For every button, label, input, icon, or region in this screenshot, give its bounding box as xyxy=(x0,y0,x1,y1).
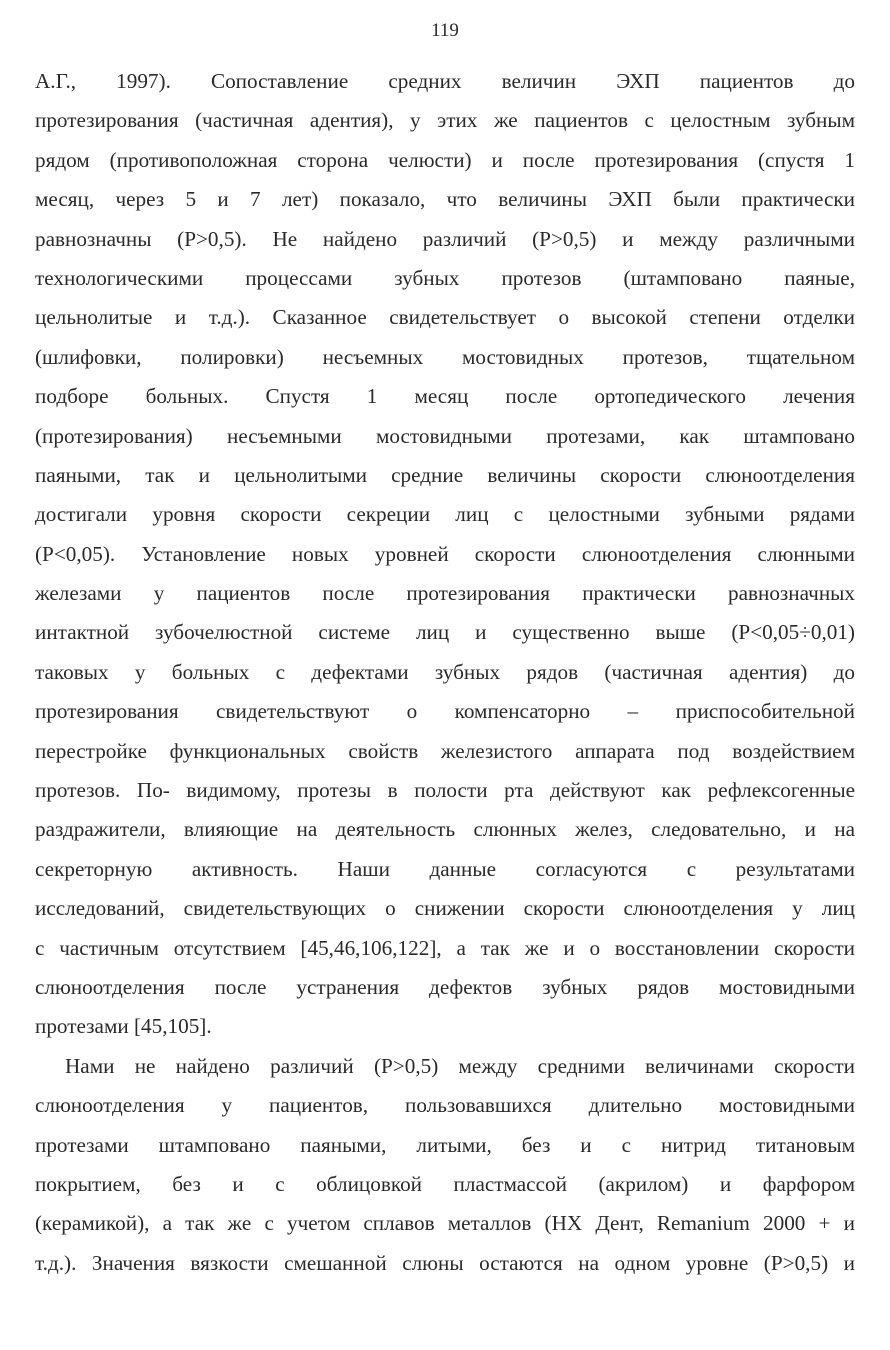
text-line: покрытием, без и с облицовкой пластмассой (акрилом) и фарфором xyxy=(35,1171,855,1196)
text-line: А.Г., 1997). Сопоставление средних величин ЭХП пациентов до xyxy=(35,69,855,93)
text-line: с частичным отсутствием [45,46,106,122], а так же и о восстановлении скорости xyxy=(35,935,855,960)
text-line: подборе больных. Спустя 1 месяц после ортопедического лечения xyxy=(35,384,855,409)
text-line: цельнолитые и т.д.). Сказанное свидетельствует о высокой степени отделки xyxy=(35,305,855,330)
text-line: слюноотделения после устранения дефектов зубных рядов мостовидными xyxy=(35,974,855,999)
paragraph xyxy=(35,1047,855,1283)
text-line: Нами не найдено различий (P>0,5) между средними величинами скорости xyxy=(65,1053,855,1078)
page-number: 119 xyxy=(431,20,459,41)
text-line: (шлифовки, полировки) несъемных мостовидных протезов, тщательном xyxy=(35,344,855,369)
text-line: (протезирования) несъемными мостовидными протезами, как штамповано xyxy=(35,423,855,448)
text-line: паяными, так и цельнолитыми средние величины скорости слюноотделения xyxy=(35,462,855,487)
text-line: (P<0,05). Установление новых уровней скорости слюноотделения слюнными xyxy=(35,541,855,566)
text-line: протезирования свидетельствуют о компенсаторно – приспособительной xyxy=(35,699,855,724)
text-line: месяц, через 5 и 7 лет) показало, что величины ЭХП были практически xyxy=(35,187,855,212)
text-line: протезирования (частичная адентия), у этих же пациентов с целостным зубным xyxy=(35,108,855,133)
text-line: перестройке функциональных свойств железистого аппарата под воздействием xyxy=(35,738,855,763)
text-line: железами у пациентов после протезирования практически равнозначных xyxy=(35,581,855,606)
document-body xyxy=(35,62,855,1283)
text-line: протезов. По- видимому, протезы в полости рта действуют как рефлексогенные xyxy=(35,778,855,803)
text-line: интактной зубочелюстной системе лиц и существенно выше (P<0,05÷0,01) xyxy=(35,620,855,645)
text-line: достигали уровня скорости секреции лиц с целостными зубными рядами xyxy=(35,502,855,527)
text-line: протезами штамповано паяными, литыми, без и с нитрид титановым xyxy=(35,1132,855,1157)
text-line: равнозначны (P>0,5). Не найдено различий (P>0,5) и между различными xyxy=(35,226,855,251)
text-line: технологическими процессами зубных протезов (штамповано паяные, xyxy=(35,265,855,290)
text-line: секреторную активность. Наши данные согласуются с результатами xyxy=(35,856,855,881)
text-line: т.д.). Значения вязкости смешанной слюны остаются на одном уровне (P>0,5) и xyxy=(35,1250,855,1275)
text-line: рядом (противоположная сторона челюсти) и после протезирования (спустя 1 xyxy=(35,147,855,172)
paragraph xyxy=(35,62,855,1047)
text-line: (керамикой), а так же с учетом сплавов металлов (НХ Дент, Remanium 2000 + и xyxy=(35,1211,855,1236)
text-line: протезами [45,105]. xyxy=(35,1014,212,1039)
text-line: раздражители, влияющие на деятельность слюнных желез, следовательно, и на xyxy=(35,817,855,842)
text-line: таковых у больных с дефектами зубных рядов (частичная адентия) до xyxy=(35,659,855,684)
text-line: исследований, свидетельствующих о снижении скорости слюноотделения у лиц xyxy=(35,896,855,921)
text-line: слюноотделения у пациентов, пользовавшихся длительно мостовидными xyxy=(35,1093,855,1118)
